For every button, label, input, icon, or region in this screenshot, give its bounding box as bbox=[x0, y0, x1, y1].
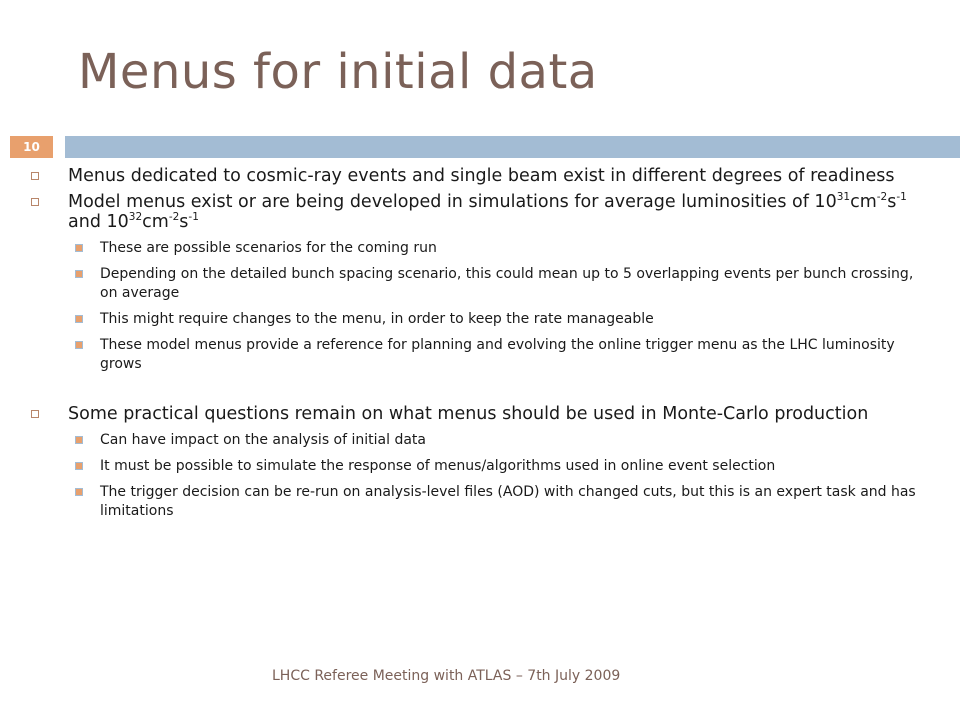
sub-bullet: The trigger decision can be re-run on analysis-level files (AOD) with changed cuts, but this is an expert task and has limitations bbox=[30, 483, 920, 521]
square-bullet-icon bbox=[31, 172, 39, 180]
header-bar bbox=[65, 136, 960, 158]
sub-bullet: It must be possible to simulate the response of menus/algorithms used in online event selection bbox=[30, 457, 920, 476]
footer-text: LHCC Referee Meeting with ATLAS – 7th July 2009 bbox=[272, 668, 621, 684]
filled-square-bullet-icon bbox=[75, 462, 83, 470]
sub-bullet: Depending on the detailed bunch spacing scenario, this could mean up to 5 overlapping events per bunch crossing, on average bbox=[30, 265, 920, 303]
square-bullet-icon bbox=[31, 410, 39, 418]
slide-title: Menus for initial data bbox=[78, 44, 598, 100]
bullet-text: Model menus exist or are being developed in simulations for average luminosities of $10^{31}cm^{-2}s^{-1}$ and $10^{32}cm^{-2}s^{-1}$ bbox=[68, 191, 907, 232]
sub-bullet: This might require changes to the menu, in order to keep the rate manageable bbox=[30, 310, 920, 329]
sub-bullet: These are possible scenarios for the coming run bbox=[30, 239, 920, 258]
filled-square-bullet-icon bbox=[75, 244, 83, 252]
filled-square-bullet-icon bbox=[75, 341, 83, 349]
filled-square-bullet-icon bbox=[75, 270, 83, 278]
bullet-mc-production bbox=[30, 404, 920, 424]
sub-bullet: Can have impact on the analysis of initial data bbox=[30, 431, 920, 450]
bullet-cosmic-menus bbox=[30, 166, 920, 186]
slide-content bbox=[30, 160, 920, 521]
filled-square-bullet-icon bbox=[75, 315, 83, 323]
bullet-text: Some practical questions remain on what menus should be used in Monte-Carlo production bbox=[68, 404, 869, 424]
bullet-model-menus bbox=[30, 192, 920, 232]
page-number: 10 bbox=[10, 136, 53, 158]
filled-square-bullet-icon bbox=[75, 436, 83, 444]
bullet-text: Menus dedicated to cosmic-ray events and single beam exist in different degrees of readiness bbox=[68, 166, 895, 186]
square-bullet-icon bbox=[31, 198, 39, 206]
filled-square-bullet-icon bbox=[75, 488, 83, 496]
sub-bullet: These model menus provide a reference for planning and evolving the online trigger menu as the LHC luminosity grows bbox=[30, 336, 920, 374]
